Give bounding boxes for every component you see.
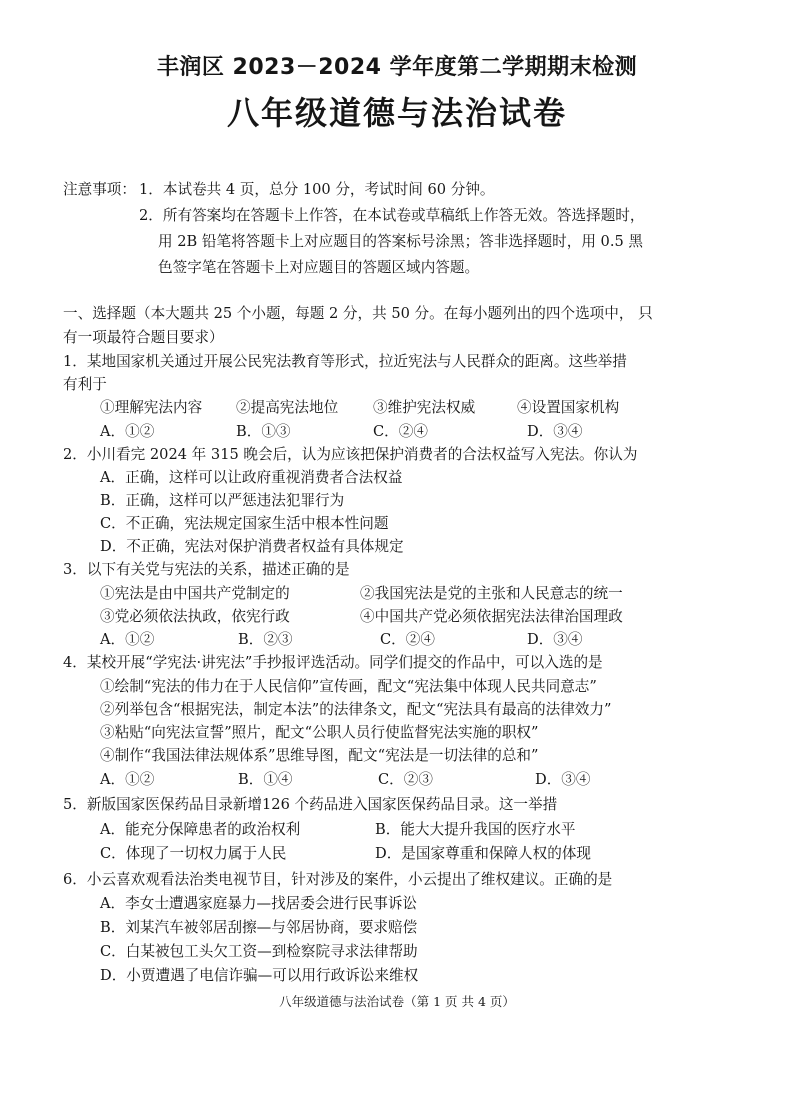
q6-stem: 6．小云喜欢观看法治类电视节目，针对涉及的案件，小云提出了维权建议。正确的是 bbox=[63, 871, 613, 888]
q1-item-4: ④设置国家机构 bbox=[517, 399, 620, 416]
notice-label: 注意事项： bbox=[63, 181, 136, 198]
q2-option-b: B．正确，这样可以严惩违法犯罪行为 bbox=[100, 492, 345, 509]
q6-option-d: D．小贾遭遇了电信诈骗—可以用行政诉讼来维权 bbox=[100, 967, 419, 984]
q4-stem: 4．某校开展“学宪法·讲宪法”手抄报评选活动。同学们提交的作品中，可以入选的是 bbox=[63, 654, 603, 671]
q2-stem: 2．小川看完 2024 年 315 晚会后，认为应该把保护消费者的合法权益写入宪法。你认为 bbox=[63, 446, 638, 463]
section-heading-line2: 有一项最符合题目要求） bbox=[63, 329, 224, 346]
q4-item-3: ③粘贴“向宪法宣誓”照片，配文“公职人员行使监督宪法实施的职权” bbox=[100, 724, 539, 741]
notice-item-2-line3: 色签字笔在答题卡上对应题目的答题区域内答题。 bbox=[158, 259, 480, 276]
q3-item-4: ④中国共产党必须依据宪法法律治国理政 bbox=[360, 608, 623, 625]
q5-option-c: C．体现了一切权力属于人民 bbox=[100, 845, 287, 862]
q4-item-4: ④制作“我国法律法规体系”思维导图，配文“宪法是一切法律的总和” bbox=[100, 747, 539, 764]
notice-item-2-line2: 用 2B 铅笔将答题卡上对应题目的答案标号涂黑；答非选择题时，用 0.5 黑 bbox=[158, 233, 643, 250]
q4-option-b: B．①④ bbox=[238, 771, 293, 788]
q5-option-d: D．是国家尊重和保障人权的体现 bbox=[375, 845, 592, 862]
q3-item-1: ①宪法是由中国共产党制定的 bbox=[100, 585, 290, 602]
q4-option-a: A．①② bbox=[100, 771, 155, 788]
q1-stem-line1: 1．某地国家机关通过开展公民宪法教育等形式，拉近宪法与人民群众的距离。这些举措 bbox=[63, 353, 627, 370]
q3-option-a: A．①② bbox=[100, 631, 155, 648]
q6-option-c: C．白某被包工头欠工资—到检察院寻求法律帮助 bbox=[100, 943, 418, 960]
q1-item-1: ①理解宪法内容 bbox=[100, 399, 203, 416]
q3-option-c: C．②④ bbox=[380, 631, 435, 648]
q3-item-2: ②我国宪法是党的主张和人民意志的统一 bbox=[360, 585, 623, 602]
q4-item-1: ①绘制“宪法的伟力在于人民信仰”宣传画，配文“宪法集中体现人民共同意志” bbox=[100, 678, 597, 695]
q5-stem: 5．新版国家医保药品目录新增126 个药品进入国家医保药品目录。这一举措 bbox=[63, 796, 558, 813]
q1-option-b: B．①③ bbox=[236, 423, 291, 440]
q3-item-3: ③党必须依法执政，依宪行政 bbox=[100, 608, 290, 625]
q3-option-b: B．②③ bbox=[238, 631, 293, 648]
q4-option-d: D．③④ bbox=[535, 771, 591, 788]
q4-option-c: C．②③ bbox=[378, 771, 433, 788]
q2-option-d: D．不正确，宪法对保护消费者权益有具体规定 bbox=[100, 538, 404, 555]
q1-item-3: ③维护宪法权威 bbox=[373, 399, 476, 416]
q4-item-2: ②列举包含“根据宪法，制定本法”的法律条文，配文“宪法具有最高的法律效力” bbox=[100, 701, 612, 718]
q1-option-a: A．①② bbox=[100, 423, 155, 440]
exam-title-line2: 八年级道德与法治试卷 bbox=[226, 94, 567, 132]
page-footer: 八年级道德与法治试卷（第 1 页 共 4 页） bbox=[279, 994, 515, 1009]
exam-title-line1: 丰润区 2023－2024 学年度第二学期期末检测 bbox=[156, 55, 638, 80]
q5-option-a: A．能充分保障患者的政治权利 bbox=[100, 821, 301, 838]
q1-item-2: ②提高宪法地位 bbox=[236, 399, 339, 416]
q6-option-a: A．李女士遭遇家庭暴力—找居委会进行民事诉讼 bbox=[100, 895, 418, 912]
q3-option-d: D．③④ bbox=[527, 631, 583, 648]
q3-stem: 3．以下有关党与宪法的关系，描述正确的是 bbox=[63, 561, 350, 578]
q6-option-b: B．刘某汽车被邻居刮擦—与邻居协商，要求赔偿 bbox=[100, 919, 418, 936]
section-heading-line1: 一、选择题（本大题共 25 个小题，每题 2 分，共 50 分。在每小题列出的四个选项中， 只 bbox=[63, 305, 653, 322]
q2-option-a: A．正确，这样可以让政府重视消费者合法权益 bbox=[100, 469, 403, 486]
q1-option-d: D．③④ bbox=[527, 423, 583, 440]
q1-stem-line2: 有利于 bbox=[63, 376, 107, 393]
notice-item-2-line1: 2．所有答案均在答题卡上作答，在本试卷或草稿纸上作答无效。答选择题时， bbox=[139, 207, 645, 224]
q5-option-b: B．能大大提升我国的医疗水平 bbox=[375, 821, 576, 838]
q1-option-c: C．②④ bbox=[373, 423, 428, 440]
notice-item-1: 1．本试卷共 4 页，总分 100 分，考试时间 60 分钟。 bbox=[139, 181, 495, 198]
q2-option-c: C．不正确，宪法规定国家生活中根本性问题 bbox=[100, 515, 389, 532]
